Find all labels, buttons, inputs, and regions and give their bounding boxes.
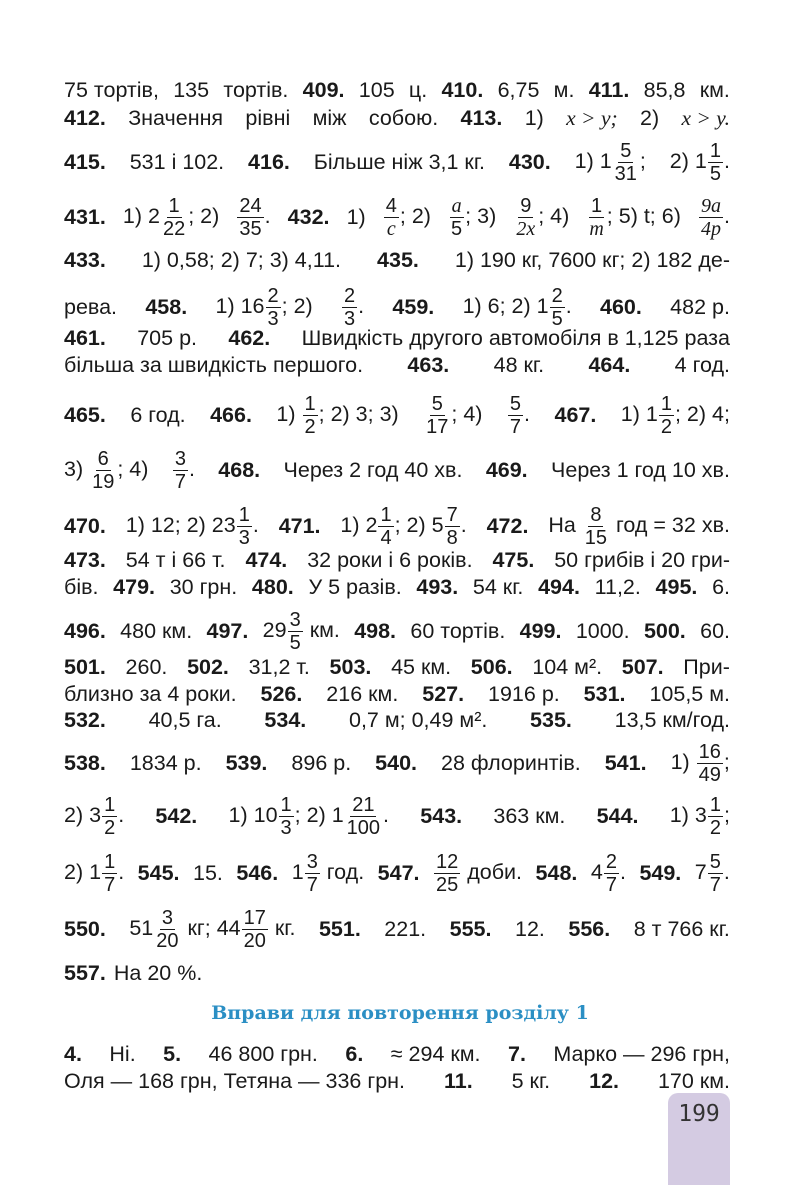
answer-line: бів. 479. 30 грн. 480. У 5 разів. 493. 54 кг. 494. 11,2. 495. 6. (64, 575, 730, 599)
fraction: $\frac{3}{7}$ (174, 448, 186, 493)
answer-line: 4. Ні. 5. 46 800 грн. 6. ≈ 294 км. 7. Марко — 296 грн, (64, 1042, 730, 1066)
answer-line: рева. 458. 1) 16 $\frac{2}{3}$ ; 2) $\frac{2}{3}$ . 459. 1) 6; 2) 1 $\frac{2}{5}$ . 460. 482 р. (64, 285, 730, 330)
answer-line: 75 тортів, 135 тортів. 409. 105 ц. 410. 6,75 м. 411. 85,8 км. (64, 78, 730, 102)
fraction: $\frac{1}{2}$ (104, 794, 116, 839)
answer-line: 557. На 20 %. (64, 961, 203, 985)
fraction: $\frac{7}{8}$ (446, 504, 458, 549)
fraction: $\frac{1}{2}$ (304, 393, 316, 438)
fraction: $\frac{24}{35}$ (239, 195, 262, 240)
fraction: $\frac{8}{15}$ (584, 504, 608, 549)
answer-line: 433. 1) 0,58; 2) 7; 3) 4,11. 435. 1) 190 кг, 7600 кг; 2) 182 де- (64, 248, 730, 272)
fraction: $\frac{3}{7}$ (306, 851, 318, 896)
fraction: $\frac{1}{22}$ (162, 195, 186, 240)
answer-line: близно за 4 роки. 526. 216 км. 527. 1916 р. 531. 105,5 м. (64, 682, 730, 706)
fraction: $\frac{2}{5}$ (551, 285, 563, 330)
fraction: $\frac{4}{c}$ (385, 195, 397, 240)
fraction: $\frac{5}{17}$ (426, 393, 449, 438)
fraction: $\frac{2}{3}$ (344, 285, 356, 330)
fraction: $\frac{1}{4}$ (380, 504, 392, 549)
fraction: $\frac{1}{7}$ (104, 851, 116, 896)
page-tab (668, 1093, 730, 1185)
fraction: $\frac{1}{3}$ (280, 794, 292, 839)
answer-line: 501. 260. 502. 31,2 т. 503. 45 км. 506. 104 м². 507. При- (64, 655, 730, 679)
fraction: $\frac{5}{31}$ (614, 140, 637, 185)
fraction: $\frac{a}{5}$ (451, 195, 463, 240)
fraction: $\frac{3}{20}$ (156, 907, 179, 952)
answer-line: більша за швидкість першого. 463. 48 кг. 464. 4 год. (64, 353, 730, 377)
fraction: $\frac{5}{7}$ (709, 851, 721, 896)
fraction: $\frac{9}{2x}$ (516, 195, 536, 240)
answer-line: 415. 531 і 102. 416. Більше ніж 3,1 кг. 430. 1) 1 $\frac{5}{31}$ ; 2) 1 $\frac{1}{5}$ . (64, 140, 730, 185)
section-title: Вправи для повторення розділу 1 (211, 1002, 589, 1024)
answer-line: 431. 1) 2 $\frac{1}{22}$ ; 2) $\frac{24}{35}$ . 432. 1) $\frac{4}{c}$ ; 2) $\frac{a}{5}$ ; 3) $\frac{9}{2x}$ ; 4) $\frac{1}{m}$ ; 5) t; 6) $\frac{9a}{4p}$ . (64, 195, 730, 240)
answer-line: 470. 1) 12; 2) 23 $\frac{1}{3}$ . 471. 1) 2 $\frac{1}{4}$ ; 2) 5 $\frac{7}{8}$ . 472. На $\frac{8}{15}$ год = 32 хв. (64, 504, 730, 549)
answer-line: 532. 40,5 га. 534. 0,7 м; 0,49 м². 535. 13,5 км/год. (64, 708, 730, 732)
answer-line: 550. 51 $\frac{3}{20}$ кг; 44 $\frac{17}{20}$ кг. 551. 221. 555. 12. 556. 8 т 766 кг. (64, 907, 730, 952)
fraction: $\frac{9a}{4p}$ (700, 195, 721, 240)
fraction: $\frac{2}{3}$ (267, 285, 279, 330)
fraction: $\frac{1}{2}$ (660, 393, 672, 438)
answer-line: 412. Значення рівні між собою. 413. 1) x > y; 2) x > y. (64, 106, 730, 130)
fraction: $\frac{6}{19}$ (92, 448, 115, 493)
answer-line: 473. 54 т і 66 т. 474. 32 роки і 6 років. 475. 50 грибів і 20 гри- (64, 548, 730, 572)
answer-line: Оля — 168 грн, Тетяна — 336 грн. 11. 5 кг. 12. 170 км. (64, 1069, 730, 1093)
fraction: $\frac{2}{7}$ (605, 851, 617, 896)
fraction: $\frac{5}{7}$ (509, 393, 522, 438)
answer-line: 2) 1 $\frac{1}{7}$ . 545. 15. 546. 1 $\frac{3}{7}$ год. 547. $\frac{12}{25}$ доби. 548. 4 $\frac{2}{7}$ . 549. 7 $\frac{5}{7}$ . (64, 851, 730, 896)
answer-line: 538. 1834 р. 539. 896 р. 540. 28 флоринтів. 541. 1) $\frac{16}{49}$ ; (64, 741, 730, 786)
fraction: $\frac{1}{3}$ (238, 504, 250, 549)
page-number: 199 (678, 1101, 720, 1127)
fraction: $\frac{12}{25}$ (436, 851, 459, 896)
fraction: $\frac{16}{49}$ (698, 741, 721, 786)
answer-line: 465. 6 год. 466. 1) $\frac{1}{2}$ ; 2) 3; 3) $\frac{5}{17}$ ; 4) $\frac{5}{7}$ . 467. 1) 1 $\frac{1}{2}$ ; 2) 4; (64, 393, 730, 438)
fraction: $\frac{1}{m}$ (589, 195, 604, 240)
answer-line: 496. 480 км. 497. 29 $\frac{3}{5}$ км. 498. 60 тортів. 499. 1000. 500. 60. (64, 609, 730, 654)
fraction: $\frac{1}{2}$ (709, 794, 721, 839)
fraction: $\frac{21}{100}$ (346, 794, 381, 839)
answer-line: 3) $\frac{6}{19}$ ; 4) $\frac{3}{7}$ . 468. Через 2 год 40 хв. 469. Через 1 год 10 хв. (64, 448, 730, 493)
answer-line: 2) 3 $\frac{1}{2}$ . 542. 1) 10 $\frac{1}{3}$ ; 2) 1 $\frac{21}{100}$ . 543. 363 км. 544. 1) 3 $\frac{1}{2}$ ; (64, 794, 730, 839)
answer-line: 461. 705 р. 462. Швидкість другого автомобіля в 1,125 раза (64, 326, 730, 350)
fraction: $\frac{1}{5}$ (709, 140, 721, 185)
fraction: $\frac{17}{20}$ (243, 907, 266, 952)
fraction: $\frac{3}{5}$ (289, 609, 301, 654)
